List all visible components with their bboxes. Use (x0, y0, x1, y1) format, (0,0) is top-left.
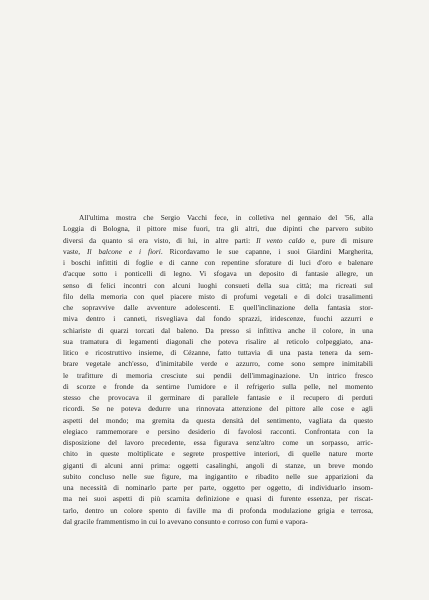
text-line (63, 313, 373, 324)
text-run: i boschi infittiti di foglie e di canne con repentine sforature di luci d'oro e balenare (63, 258, 373, 267)
text-line (63, 482, 373, 493)
text-line (63, 235, 373, 246)
text-line (63, 280, 373, 291)
text-line (63, 302, 373, 313)
italic-title: Il balcone e i fiori (87, 246, 161, 256)
text-line (63, 392, 373, 403)
text-run: sua tramatura di legamenti diagonali che poteva risalire al reticolo colpeggiato, ana- (63, 336, 373, 346)
text-run: schiariste di quarzi torcati dal baleno. Da presso si infittiva anche il colore, in una (63, 325, 373, 335)
text-run: Loggia di Bologna, il pittore mise fuori, tra gli altri, due dipinti che parvero subito (63, 224, 373, 234)
body-paragraph (63, 212, 373, 527)
text-run: senso di felici incontri con alcuni luoghi consueti della sua città; ma ricreati sul (63, 280, 373, 290)
text-run: e, pure di misure (305, 235, 373, 245)
text-run: le trafitture di memoria cresciute sui pendii dell'immaginazione. Un intrico fresco (63, 370, 373, 380)
text-line (63, 516, 373, 527)
text-run: chito in queste moltiplicate e segrete prospettive interiori, di quelle nature morte (63, 449, 373, 459)
text-run: All'ultima mostra che Sergio Vacchi fece, in colletiva nel gennaio del '56, alla (79, 213, 373, 222)
text-line (63, 493, 373, 504)
text-run: aspetti del mondo; ma gremita da questa densità del sentimento, vagliata da questo (63, 415, 373, 425)
text-line (63, 212, 373, 223)
text-run: elegiaco rammemorare e persino desiderio di favolosi racconti. Confrontata con la (63, 426, 373, 436)
text-line (63, 415, 373, 426)
text-run: una necessità di nominarlo parte per parte, oggetto per oggetto, di individuarlo insom- (63, 483, 373, 492)
text-line (63, 460, 373, 471)
text-line (63, 223, 373, 234)
text-run: stesso che provocava il germinare di parallele fantasie e il recupero di perduti (63, 393, 373, 402)
text-run: vaste, (63, 246, 88, 256)
text-line (63, 505, 373, 516)
text-line (63, 370, 373, 381)
text-run: tarlo, dentro un colore spento di faville ma di profonda modulazione grigia e terrosa, (63, 505, 373, 515)
text-run: giganti di alcuni anni prima: oggetti casalinghi, angoli di stanze, un breve mondo (63, 460, 373, 470)
text-line (63, 403, 373, 414)
text-line (63, 246, 373, 257)
text-run: miva dentro i canneti, risvegliava dal fondo sprazzi, iridescenze, fuochi azzurri e (63, 314, 373, 324)
text-run: che sopravvive dalle avventure adolescenti. E quell'inclinazione della fantasia stor- (63, 303, 373, 312)
text-run: diversi da quanto si era visto, di lui, in altre parti: (63, 235, 257, 245)
text-line (63, 257, 373, 268)
text-run: disposizione del lavoro precedente, essa figurava senz'altro come un sorpasso, arric- (63, 438, 373, 447)
text-line (63, 268, 373, 279)
text-run: dal gracile frammentismo in cui lo avevano consunto e corroso con fumi e vapora- (63, 516, 308, 526)
text-run: litico e ricostruttivo insieme, di Cézanne, fatto tuttavia di una pasta tenera da sem- (63, 348, 373, 357)
text-line (63, 426, 373, 437)
text-line (63, 325, 373, 336)
text-run: brare vegetale anch'esso, d'inimitabile verde e azzurro, come sono sempre inimitabili (63, 359, 373, 369)
text-run: ma nei suoi aspetti di più scarnita definizione e quasi di furente essenza, per riscat- (63, 494, 373, 504)
text-line (63, 347, 373, 358)
text-run: filo della memoria con quel piacere misto di profumi vegetali e di dolci trasalimenti (63, 291, 373, 301)
text-line (63, 437, 373, 448)
text-line (63, 471, 373, 482)
italic-title: Il vento caldo (256, 235, 306, 245)
text-run: subito concluso nelle sue figure, ma ingigantito e ribadito nelle sue apparizioni da (63, 471, 373, 481)
text-run: d'acque sotto i ponticelli di legno. Vi sfogava un deposito di fantasie allegre, un (63, 269, 373, 279)
text-line (63, 358, 373, 369)
text-run: . Ricordavamo le sue capanne, i suoi Giardini Margherita, (160, 246, 373, 256)
text-run: di scorze e fronde da sentirne l'umidore e il refrigerio sulla pelle, nel momento (63, 381, 373, 391)
text-line (63, 448, 373, 459)
text-line (63, 336, 373, 347)
text-line (63, 291, 373, 302)
text-run: ricordi. Se ne poteva dedurre una rinnovata attenzione del pittore alle cose e agli (63, 404, 373, 414)
text-line (63, 381, 373, 392)
